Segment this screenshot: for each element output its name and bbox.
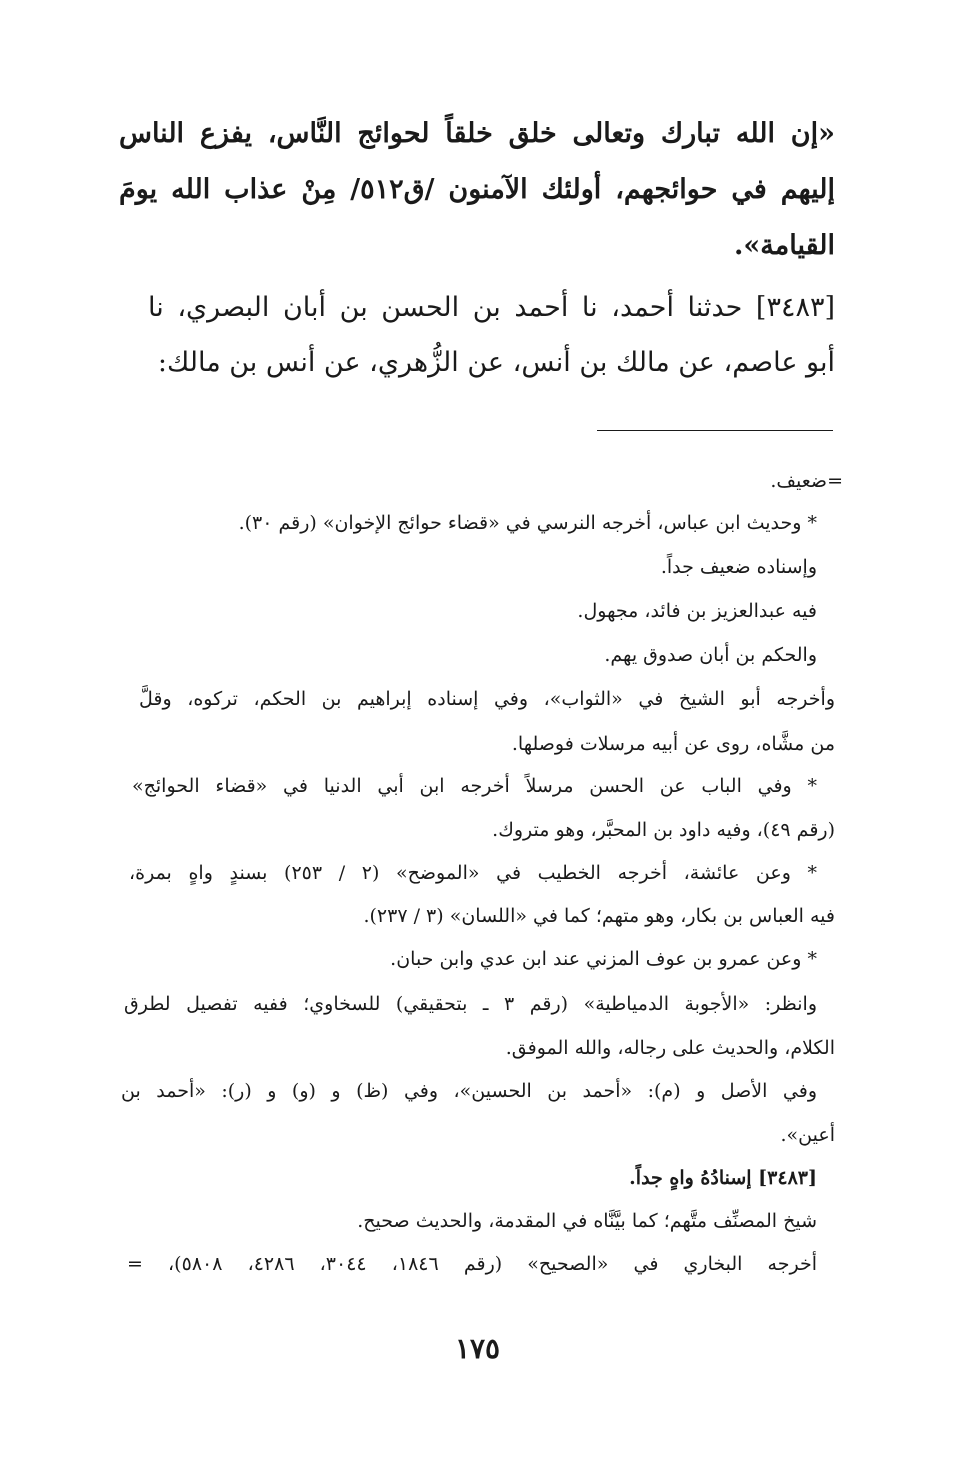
footnote-line: فيه عبدالعزيز بن فائد، مجهول. <box>577 600 817 622</box>
page-number: ١٧٥ <box>454 1332 501 1365</box>
footnote-line: * وفي الباب عن الحسن مرسلاً أخرجه ابن أبي الدنيا في «قضاء الحوائج» <box>132 775 817 797</box>
hadith-line: إليهم في حوائجهم، أولئك الآمنون /ق٥١٢/ مِنْ عذاب الله يومَ <box>119 174 835 205</box>
isnad-line: أبو عاصم، عن مالك بن أنس، عن الزُّهري، عن أنس بن مالك: <box>157 347 835 378</box>
footnote-separator <box>597 430 833 431</box>
footnote-line: [٣٤٨٣] إسنادُهُ واهٍ جداً. <box>629 1167 817 1189</box>
footnote-line: * وعن عائشة، أخرجه الخطيب في «الموضح» (٢ / ٢٥٣) بسندٍ واهٍ بمرة، <box>129 862 818 884</box>
footnote-line: وإسناده ضعيف جداً. <box>660 556 817 578</box>
footnote-line: * وحديث ابن عباس، أخرجه النرسي في «قضاء حوائج الإخوان» (رقم ٣٠). <box>238 512 817 534</box>
footnote-line: وانظر: «الأجوبة الدمياطية» (رقم ٣ ـ بتحقيقي) للسخاوي؛ ففيه تفصيل لطرق <box>124 993 817 1015</box>
footnote-line: وأخرجه أبو الشيخ في «الثواب»، وفي إسناده إبراهيم بن الحكم، تركوه، وقلَّ <box>139 688 835 710</box>
footnote-line: أعين». <box>780 1124 835 1146</box>
footnote-line: فيه العباس بن بكار، وهو متهم؛ كما في «اللسان» (٣ / ٢٣٧). <box>363 905 835 927</box>
footnote-line: شيخ المصنِّف متَّهم؛ كما بيَّنَّاه في المقدمة، والحديث صحيح. <box>357 1210 817 1232</box>
hadith-line: القيامة». <box>734 230 835 261</box>
footnote-line: الكلام، والحديث على رجاله، والله الموفق. <box>505 1037 835 1059</box>
footnote-line: وفي الأصل و (م): «أحمد بن الحسين»، وفي (ظ) و (و) و (ر): «أحمد بن <box>121 1080 817 1102</box>
isnad-line: [٣٤٨٣] حدثنا أحمد، نا أحمد بن الحسن بن أبان البصري، نا <box>148 292 835 323</box>
footnote-line: =ضعيف. <box>770 470 843 492</box>
footnote-line: (رقم ٤٩)، وفيه داود بن المحبَّر، وهو متروك. <box>492 819 835 841</box>
hadith-line: «إن الله تبارك وتعالى خلق خلقاً لحوائج النَّاس، يفزع الناس <box>119 118 835 149</box>
footnote-line: * وعن عمرو بن عوف المزني عند ابن عدي وابن حبان. <box>390 948 817 970</box>
footnote-line: أخرجه البخاري في «الصحيح» (رقم ١٨٤٦، ٣٠٤٤، ٤٢٨٦، ٥٨٠٨)، = <box>127 1253 817 1275</box>
footnote-line: والحكم بن أبان صدوق يهم. <box>604 644 817 666</box>
footnote-line: من مشَّاه، روى عن أبيه مرسلات فوصلها. <box>511 733 835 755</box>
